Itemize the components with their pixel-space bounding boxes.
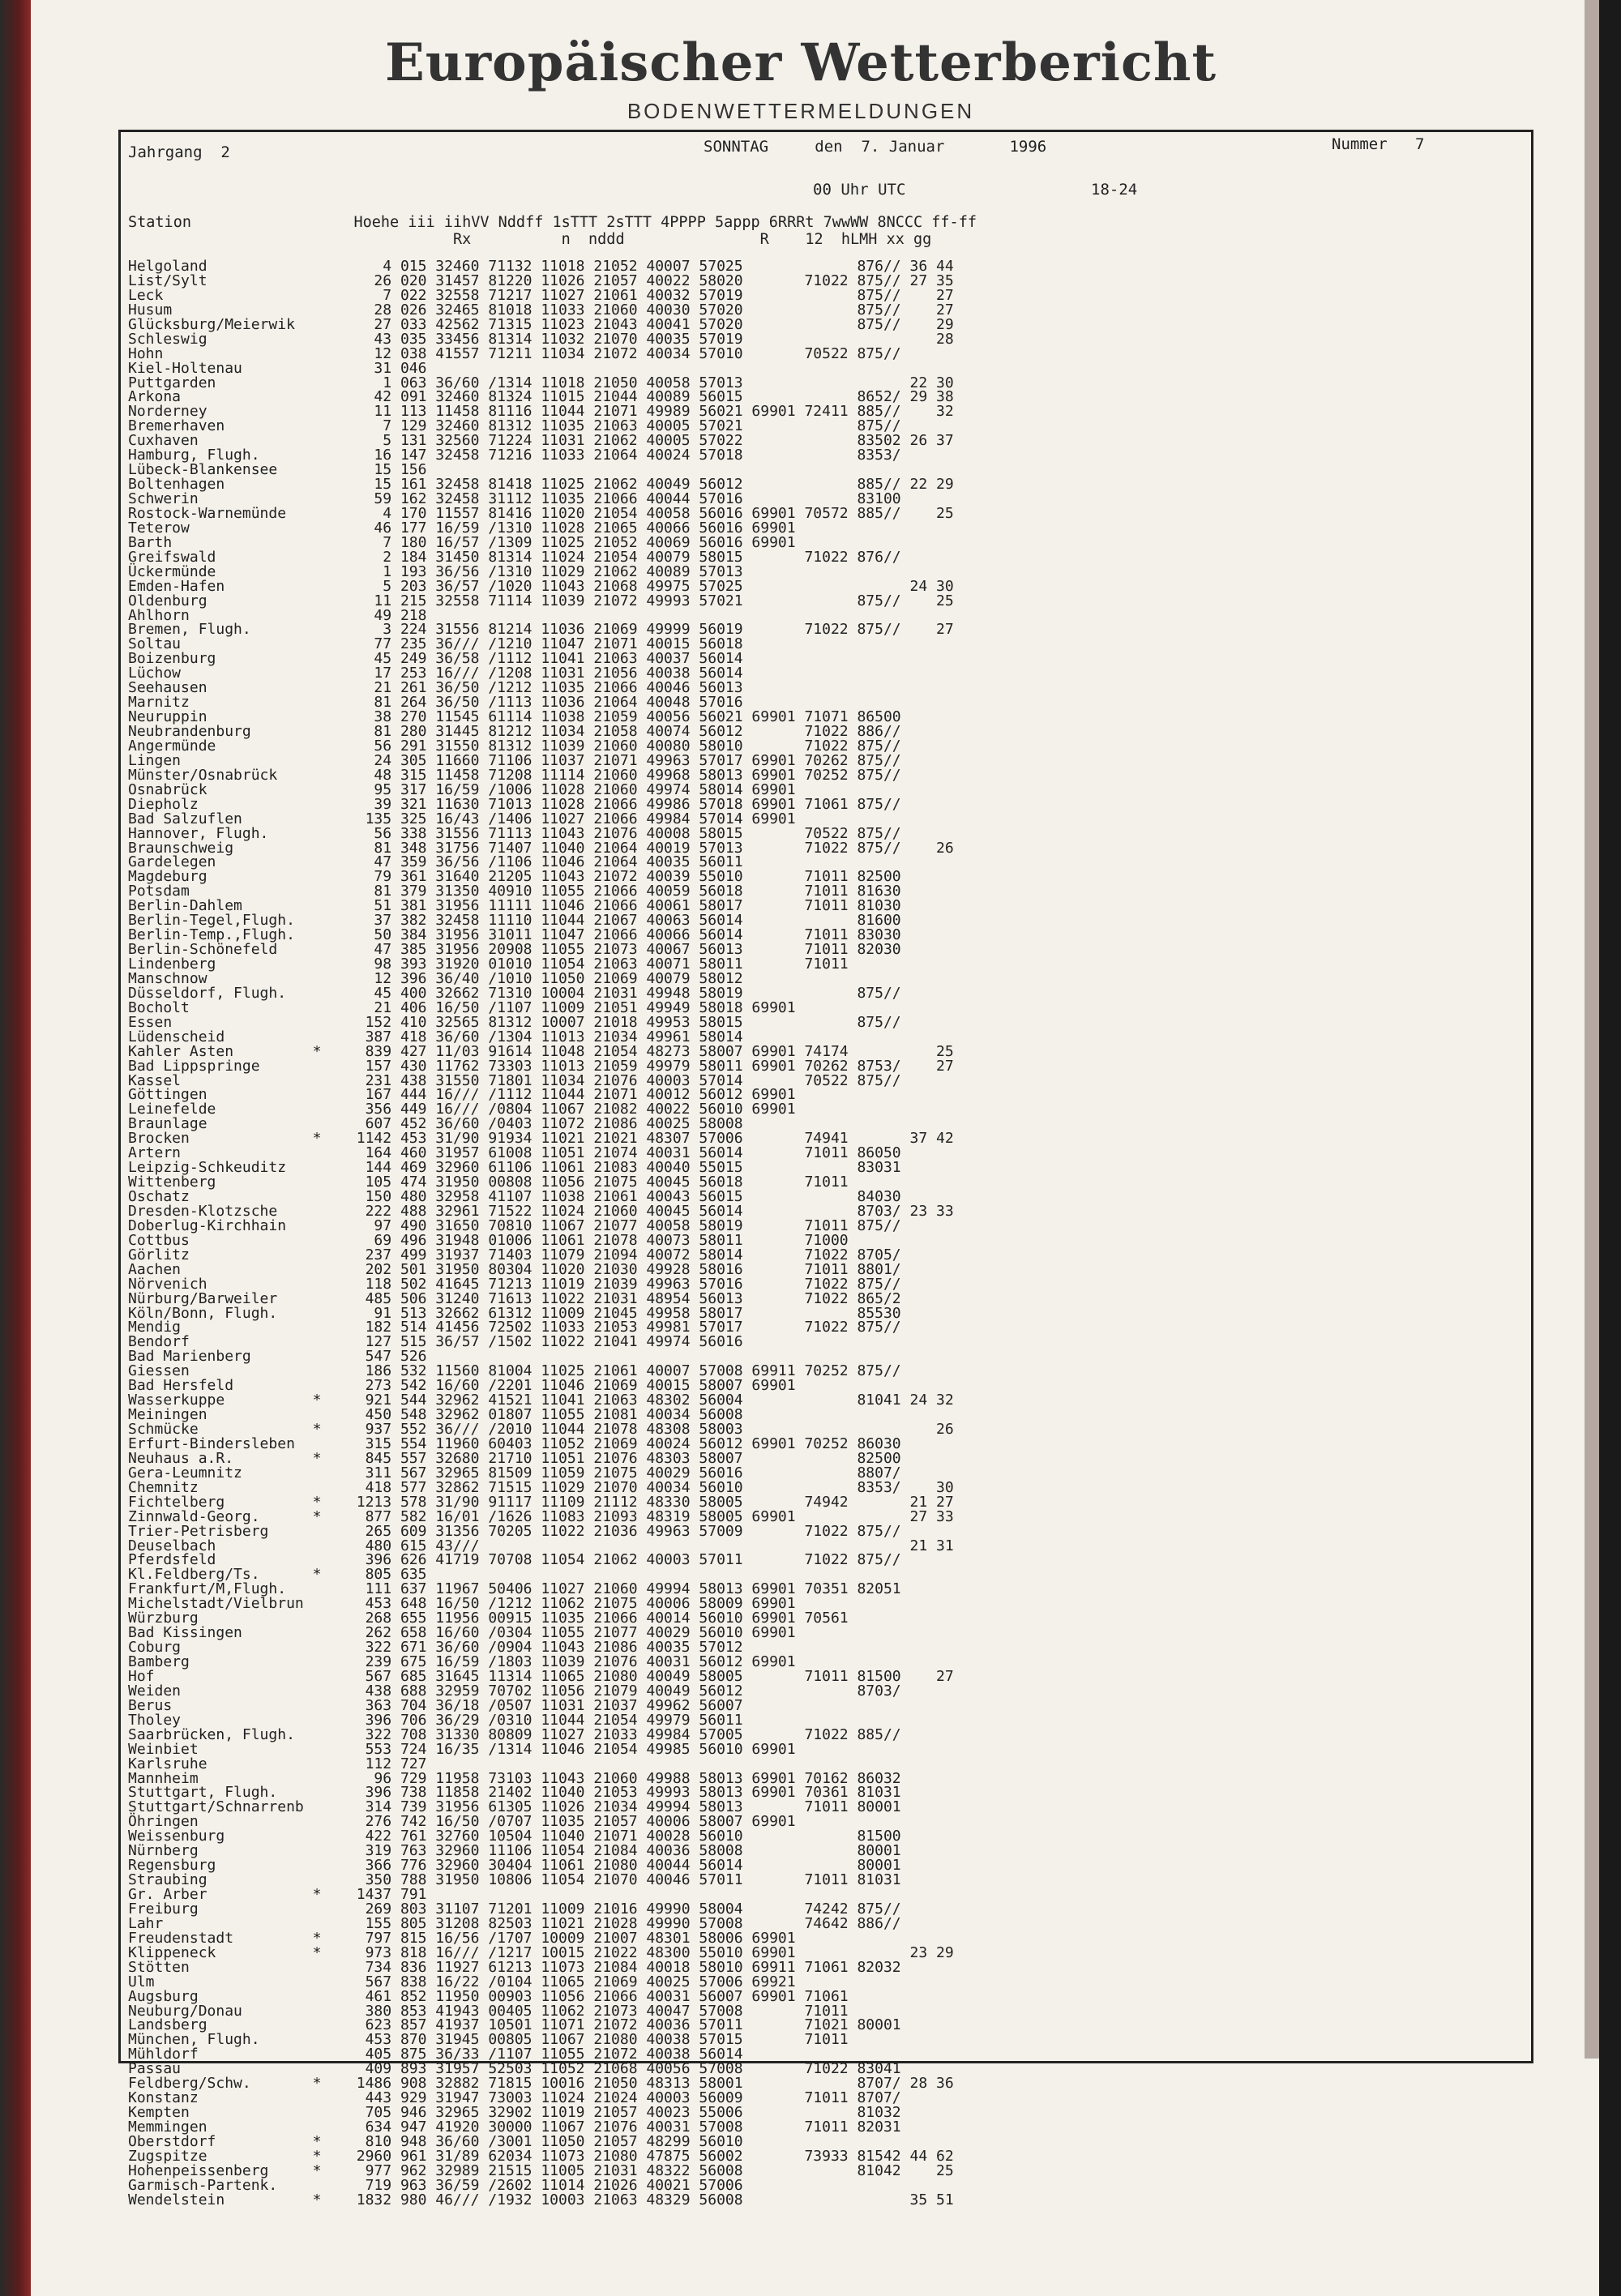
- station-row: Trier-Petrisberg 265 609 31356 70205 11022 21036 49963 57009 71022 875//: [128, 1522, 901, 1540]
- station-row: Pferdsfeld 396 626 41719 70708 11054 21062 40003 57011 71022 875//: [128, 1551, 901, 1569]
- station-row: Berlin-Dahlem 51 381 31956 11111 11046 21066 40061 58017 71011 81030: [128, 897, 901, 915]
- station-row: Landsberg 623 857 41937 10501 11071 21072 40036 57011 71021 80001: [128, 2016, 901, 2034]
- station-row: Aachen 202 501 31950 80304 11020 21030 49928 58016 71011 8801/: [128, 1260, 901, 1278]
- page-edge-shadow: [1585, 0, 1599, 2059]
- station-row: Braunschweig 81 348 31756 71407 11040 21064 40019 57013 71022 875// 26: [128, 839, 954, 857]
- station-row: Dresden-Klotzsche 222 488 32961 71522 11024 21060 40045 56014 8703/ 23 33: [128, 1202, 954, 1220]
- station-row: Mannheim 96 729 11958 73103 11043 21060 49988 58013 69901 70162 86032: [128, 1769, 901, 1787]
- station-row: Bad Lippspringe 157 430 11762 73303 11013 21059 49979 58011 69901 70262 8753/ 27: [128, 1057, 954, 1075]
- station-table: [128, 259, 1506, 2208]
- station-row: Ahlhorn 49 218: [128, 606, 427, 624]
- column-headers: Station Hoehe iii iihVV Nddff 1sTTT 2sTTT 4PPPP 5appp 6RRRt 7wwWW 8NCCC ff-ff Rx n nddd R 12 hLMH xx gg: [128, 214, 977, 248]
- station-row: Schleswig 43 035 33456 81314 11032 21070 40035 57019 28: [128, 330, 954, 348]
- station-row: Boltenhagen 15 161 32458 81418 11025 21062 40049 56012 885// 22 29: [128, 476, 954, 494]
- station-row: Neuruppin 38 270 11545 61114 11038 21059 40056 56021 69901 71071 86500: [128, 708, 901, 726]
- station-row: Düsseldorf, Flugh. 45 400 32662 71310 10004 21031 49948 58019 875//: [128, 984, 901, 1002]
- station-row: Nürnberg 319 763 32960 11106 11054 21084 40036 58008 80001: [128, 1842, 901, 1860]
- station-row: Norderney 11 113 11458 81116 11044 21071 49989 56021 69901 72411 885// 32: [128, 403, 954, 421]
- station-row: Karlsruhe 112 727: [128, 1755, 427, 1772]
- station-row: Berlin-Temp.,Flugh. 50 384 31956 31011 11047 21066 40066 56014 71011 83030: [128, 926, 901, 944]
- station-row: Husum 28 026 32465 81018 11033 21060 40030 57020 875// 27: [128, 301, 954, 319]
- station-row: Hohenpeissenberg * 977 962 32989 21515 11005 21031 48322 56008 81042 25: [128, 2161, 954, 2179]
- station-row: Gardelegen 47 359 36/56 /1106 11046 21064 40035 56011: [128, 853, 743, 871]
- station-row: Nürburg/Barweiler 485 506 31240 71613 11022 21031 48954 56013 71022 865/2: [128, 1289, 901, 1307]
- period-label: 18-24: [1091, 181, 1138, 199]
- station-row: List/Sylt 26 020 31457 81220 11026 21057 40022 58020 71022 875// 27 35: [128, 272, 954, 289]
- station-row: Saarbrücken, Flugh. 322 708 31330 80809 11027 21033 49984 57005 71022 885//: [128, 1725, 901, 1743]
- station-row: Hof 567 685 31645 11314 11065 21080 40049 58005 71011 81500 27: [128, 1667, 954, 1685]
- station-row: Leipzig-Schkeuditz 144 469 32960 61106 11061 21083 40040 55015 83031: [128, 1159, 901, 1177]
- station-row: Wasserkuppe * 921 544 32962 41521 11041 21063 48302 56004 81041 24 32: [128, 1392, 954, 1409]
- station-row: Stuttgart, Flugh. 396 738 11858 21402 11040 21053 49993 58013 69901 70361 81031: [128, 1784, 901, 1802]
- issue-number: Nummer 7: [1332, 135, 1425, 153]
- station-row: Barth 7 180 16/57 /1309 11025 21052 40069 56016 69901: [128, 533, 796, 551]
- station-row: Boizenburg 45 249 36/58 /1112 11041 21063 40037 56014: [128, 650, 743, 668]
- station-row: München, Flugh. 453 870 31945 00805 11067 21080 40038 57015 71011: [128, 2031, 849, 2049]
- station-row: Gera-Leumnitz 311 567 32965 81509 11059 21075 40029 56016 8807/: [128, 1464, 901, 1481]
- station-row: Emden-Hafen 5 203 36/57 /1020 11043 21068 49975 57025 24 30: [128, 577, 954, 595]
- station-row: Garmisch-Partenk. 719 963 36/59 /2602 11014 21026 40021 57006: [128, 2176, 743, 2194]
- jahrgang-label: Jahrgang 2: [128, 143, 230, 161]
- station-row: Kahler Asten * 839 427 11/03 91614 11048 21054 48273 58007 69901 74174 25: [128, 1042, 954, 1060]
- station-row: Glücksburg/Meierwik 27 033 42562 71315 11023 21043 40041 57020 875// 29: [128, 315, 954, 333]
- station-row: Memmingen 634 947 41920 30000 11067 21076 40031 57008 71011 82031: [128, 2119, 901, 2136]
- station-row: Artern 164 460 31957 61008 11051 21074 40031 56014 71011 86050: [128, 1144, 901, 1162]
- station-row: Arkona 42 091 32460 81324 11015 21044 40089 56015 8652/ 29 38: [128, 388, 954, 406]
- station-row: Bad Marienberg 547 526: [128, 1348, 427, 1366]
- station-row: Lahr 155 805 31208 82503 11021 21028 49990 57008 74642 886//: [128, 1914, 901, 1932]
- station-row: Cottbus 69 496 31948 01006 11061 21078 40073 58011 71000: [128, 1231, 849, 1249]
- station-row: Hannover, Flugh. 56 338 31556 71113 11043 21076 40008 58015 70522 875//: [128, 824, 901, 842]
- station-row: Manschnow 12 396 36/40 /1010 11050 21069 40079 58012: [128, 969, 743, 987]
- station-row: Braunlage 607 452 36/60 /0403 11072 21086 40025 58008: [128, 1115, 743, 1133]
- station-row: Bad Hersfeld 273 542 16/60 /2201 11046 21069 40015 58007 69901: [128, 1377, 796, 1395]
- observation-time: 00 Uhr UTC: [813, 181, 906, 199]
- station-row: Weiden 438 688 32959 70702 11056 21079 40049 56012 8703/: [128, 1682, 901, 1700]
- station-row: Berus 363 704 36/18 /0507 11031 21037 49962 56007: [128, 1696, 743, 1714]
- station-row: Angermünde 56 291 31550 81312 11039 21060 40080 58010 71022 875//: [128, 737, 901, 755]
- station-row: Oberstdorf * 810 948 36/60 /3001 11050 21057 48299 56010: [128, 2132, 743, 2150]
- station-row: Leck 7 022 32558 71217 11027 21061 40032 57019 875// 27: [128, 286, 954, 304]
- station-row: Potsdam 81 379 31350 40910 11055 21066 40059 56018 71011 81630: [128, 883, 901, 900]
- station-row: Lingen 24 305 11660 71106 11037 21071 49963 57017 69901 70262 875//: [128, 751, 901, 769]
- station-row: Teterow 46 177 16/59 /1310 11028 21065 40066 56016 69901: [128, 519, 796, 537]
- station-row: Hohn 12 038 41557 71211 11034 21072 40034 57010 70522 875//: [128, 344, 901, 362]
- station-row: Fichtelberg * 1213 578 31/90 91117 11109 21112 48330 58005 74942 21 27: [128, 1493, 954, 1511]
- station-row: Stötten 734 836 11927 61213 11073 21084 40018 58010 69911 71061 82032: [128, 1958, 901, 1976]
- station-row: Bad Salzuflen 135 325 16/43 /1406 11027 21066 49984 57014 69901: [128, 810, 796, 827]
- page: [31, 0, 1599, 2296]
- station-row: Leinefelde 356 449 16/// /0804 11067 21082 40022 56010 69901: [128, 1101, 796, 1118]
- station-row: Neuhaus a.R. * 845 557 32680 21710 11051 21076 48303 58007 82500: [128, 1449, 901, 1467]
- station-row: Kassel 231 438 31550 71801 11034 21076 40003 57014 70522 875//: [128, 1071, 901, 1089]
- station-row: Freiburg 269 803 31107 71201 11009 21016 49990 58004 74242 875//: [128, 1900, 901, 1918]
- station-row: Görlitz 237 499 31937 71403 11079 21094 40072 58014 71022 8705/: [128, 1246, 901, 1263]
- station-row: Öhringen 276 742 16/50 /0707 11035 21057 40006 58007 69901: [128, 1813, 796, 1831]
- station-row: Bendorf 127 515 36/57 /1502 11022 21041 49974 56016: [128, 1333, 743, 1351]
- station-row: Kl.Feldberg/Ts. * 805 635: [128, 1566, 427, 1584]
- station-row: Neuburg/Donau 380 853 41943 00405 11062 21073 40047 57008 71011: [128, 2002, 849, 2020]
- station-row: Kempten 705 946 32965 32902 11019 21057 40023 55006 81032: [128, 2104, 901, 2122]
- station-row: Michelstadt/Vielbrun 453 648 16/50 /1212 11062 21075 40006 58009 69901: [128, 1595, 796, 1613]
- station-row: Schmücke * 937 552 36/// /2010 11044 21078 48308 58003 26: [128, 1421, 954, 1438]
- station-row: Ulm 567 838 16/22 /0104 11065 21069 40025 57006 69921: [128, 1973, 796, 1990]
- station-row: Coburg 322 671 36/60 /0904 11043 21086 40035 57012: [128, 1639, 743, 1657]
- station-row: Augsburg 461 852 11950 00903 11056 21066 40031 56007 69901 71061: [128, 1987, 849, 2005]
- station-row: Puttgarden 1 063 36/60 /1314 11018 21050 40058 57013 22 30: [128, 374, 954, 391]
- station-row: Neubrandenburg 81 280 31445 81212 11034 21058 40074 56012 71022 886//: [128, 723, 901, 740]
- station-row: Würzburg 268 655 11956 00915 11035 21066 40014 56010 69901 70561: [128, 1610, 849, 1627]
- station-row: Zinnwald-Georg. * 877 582 16/01 /1626 11083 21093 48319 58005 69901 27 33: [128, 1507, 954, 1525]
- station-row: Kiel-Holtenau 31 046: [128, 359, 427, 377]
- station-row: Bocholt 21 406 16/50 /1107 11009 21051 49949 58018 69901: [128, 998, 796, 1016]
- station-row: Weinbiet 553 724 16/35 /1314 11046 21054 49985 56010 69901: [128, 1740, 796, 1758]
- station-row: Passau 409 893 31957 52503 11052 21068 40056 57008 71022 83041: [128, 2060, 901, 2078]
- station-row: Gr. Arber * 1437 791: [128, 1886, 427, 1903]
- station-row: Diepholz 39 321 11630 71013 11028 21066 49986 57018 69901 71061 875//: [128, 795, 901, 813]
- station-row: Bremen, Flugh. 3 224 31556 81214 11036 21069 49999 56019 71022 875// 27: [128, 621, 954, 639]
- station-row: Frankfurt/M,Flugh. 111 637 11967 50406 11027 21060 49994 58013 69901 70351 82051: [128, 1580, 901, 1598]
- station-row: Zugspitze * 2960 961 31/89 62034 11073 21080 47875 56002 73933 81542 44 62: [128, 2147, 954, 2165]
- issue-date: SONNTAG den 7. Januar 1996: [704, 138, 1047, 156]
- station-row: Lindenberg 98 393 31920 01010 11054 21063 40071 58011 71011: [128, 956, 849, 973]
- station-row: Rostock-Warnemünde 4 170 11557 81416 11020 21054 40058 56016 69901 70572 885// 25: [128, 504, 954, 522]
- station-row: Nörvenich 118 502 41645 71213 11019 21039 49963 57016 71022 875//: [128, 1275, 901, 1293]
- station-row: Mühldorf 405 875 36/33 /1107 11055 21072 40038 56014: [128, 2046, 743, 2063]
- station-row: Lüdenscheid 387 418 36/60 /1304 11013 21034 49961 58014: [128, 1028, 743, 1045]
- station-row: Feldberg/Schw. * 1486 908 32882 71815 10016 21050 48313 58001 8707/ 28 36: [128, 2075, 954, 2093]
- station-row: Essen 152 410 32565 81312 10007 21018 49953 58015 875//: [128, 1013, 901, 1031]
- station-row: Schwerin 59 162 32458 31112 11035 21066 40044 57016 83100: [128, 490, 901, 507]
- station-row: Weissenburg 422 761 32760 10504 11040 21071 40028 56010 81500: [128, 1828, 901, 1845]
- station-row: Klippeneck * 973 818 16/// /1217 10015 21022 48300 55010 69901 23 29: [128, 1943, 954, 1961]
- station-row: Bad Kissingen 262 658 16/60 /0304 11055 21077 40029 56010 69901: [128, 1624, 796, 1642]
- station-row: Oldenburg 11 215 32558 71114 11039 21072 49993 57021 875// 25: [128, 592, 954, 609]
- station-row: Soltau 77 235 36/// /1210 11047 21071 40015 56018: [128, 635, 743, 653]
- report-subtitle: BODENWETTERMELDUNGEN: [627, 99, 975, 123]
- station-row: Doberlug-Kirchhain 97 490 31650 70810 11067 21077 40058 58019 71011 875//: [128, 1216, 901, 1234]
- report-title: Europäischer Wetterbericht: [385, 32, 1217, 93]
- station-row: Osnabrück 95 317 16/59 /1006 11028 21060 49974 58014 69901: [128, 780, 796, 798]
- station-row: Giessen 186 532 11560 81004 11025 21061 40007 57008 69911 70252 875//: [128, 1362, 901, 1380]
- station-row: Lüchow 17 253 16/// /1208 11031 21056 40038 56014: [128, 665, 743, 682]
- station-row: Münster/Osnabrück 48 315 11458 71208 11114 21060 49968 58013 69901 70252 875//: [128, 766, 901, 784]
- book-spine: [0, 0, 31, 2296]
- station-row: Tholey 396 706 36/29 /0310 11044 21054 49979 56011: [128, 1711, 743, 1729]
- station-row: Greifswald 2 184 31450 81314 11024 21054 40079 58015 71022 876//: [128, 548, 901, 566]
- station-row: Regensburg 366 776 32960 30404 11061 21080 40044 56014 80001: [128, 1857, 901, 1875]
- station-row: Konstanz 443 929 31947 73003 11024 21024 40003 56009 71011 8707/: [128, 2089, 901, 2107]
- station-row: Oschatz 150 480 32958 41107 11038 21061 40043 56015 84030: [128, 1188, 901, 1205]
- station-row: Freudenstadt * 797 815 16/56 /1707 10009 21007 48301 58006 69901: [128, 1929, 796, 1947]
- station-row: Marnitz 81 264 36/50 /1113 11036 21064 40048 57016: [128, 694, 743, 712]
- station-row: Helgoland 4 015 32460 71132 11018 21052 40007 57025 876// 36 44: [128, 258, 954, 275]
- station-row: Berlin-Schönefeld 47 385 31956 20908 11055 21073 40067 56013 71011 82030: [128, 941, 901, 959]
- station-row: Chemnitz 418 577 32862 71515 11029 21070 40034 56010 8353/ 30: [128, 1478, 954, 1496]
- station-row: Cuxhaven 5 131 32560 71224 11031 21062 40005 57022 83502 26 37: [128, 432, 954, 450]
- station-row: Mendig 182 514 41456 72502 11033 21053 49981 57017 71022 875//: [128, 1319, 901, 1336]
- station-row: Wendelstein * 1832 980 46/// /1932 10003 21063 48329 56008 35 51: [128, 2191, 954, 2208]
- station-row: Seehausen 21 261 36/50 /1212 11035 21066 40046 56013: [128, 679, 743, 697]
- station-row: Ückermünde 1 193 36/56 /1310 11029 21062 40089 57013: [128, 562, 743, 580]
- station-row: Stuttgart/Schnarrenb 314 739 31956 61305 11026 21034 49994 58013 71011 80001: [128, 1798, 901, 1816]
- station-row: Wittenberg 105 474 31950 00808 11056 21075 40045 56018 71011: [128, 1174, 849, 1191]
- station-row: Straubing 350 788 31950 10806 11054 21070 40046 57011 71011 81031: [128, 1871, 901, 1889]
- station-row: Brocken * 1142 453 31/90 91934 11021 21021 48307 57006 74941 37 42: [128, 1130, 954, 1148]
- station-row: Deuselbach 480 615 43/// 21 31: [128, 1537, 954, 1554]
- station-row: Berlin-Tegel,Flugh. 37 382 32458 11110 11044 21067 40063 56014 81600: [128, 912, 901, 930]
- station-row: Magdeburg 79 361 31640 21205 11043 21072 40039 55010 71011 82500: [128, 868, 901, 886]
- station-row: Köln/Bonn, Flugh. 91 513 32662 61312 11009 21045 49958 58017 85530: [128, 1304, 901, 1322]
- station-row: Erfurt-Bindersleben 315 554 11960 60403 11052 21069 40024 56012 69901 70252 86030: [128, 1434, 901, 1452]
- station-row: Hamburg, Flugh. 16 147 32458 71216 11033 21064 40024 57018 8353/: [128, 447, 901, 464]
- station-row: Göttingen 167 444 16/// /1112 11044 21071 40012 56012 69901: [128, 1086, 796, 1104]
- station-row: Lübeck-Blankensee 15 156: [128, 461, 427, 479]
- station-row: Bamberg 239 675 16/59 /1803 11039 21076 40031 56012 69901: [128, 1653, 796, 1670]
- station-row: Meiningen 450 548 32962 01807 11055 21081 40034 56008: [128, 1406, 743, 1424]
- station-row: Bremerhaven 7 129 32460 81312 11035 21063 40005 57021 875//: [128, 417, 901, 435]
